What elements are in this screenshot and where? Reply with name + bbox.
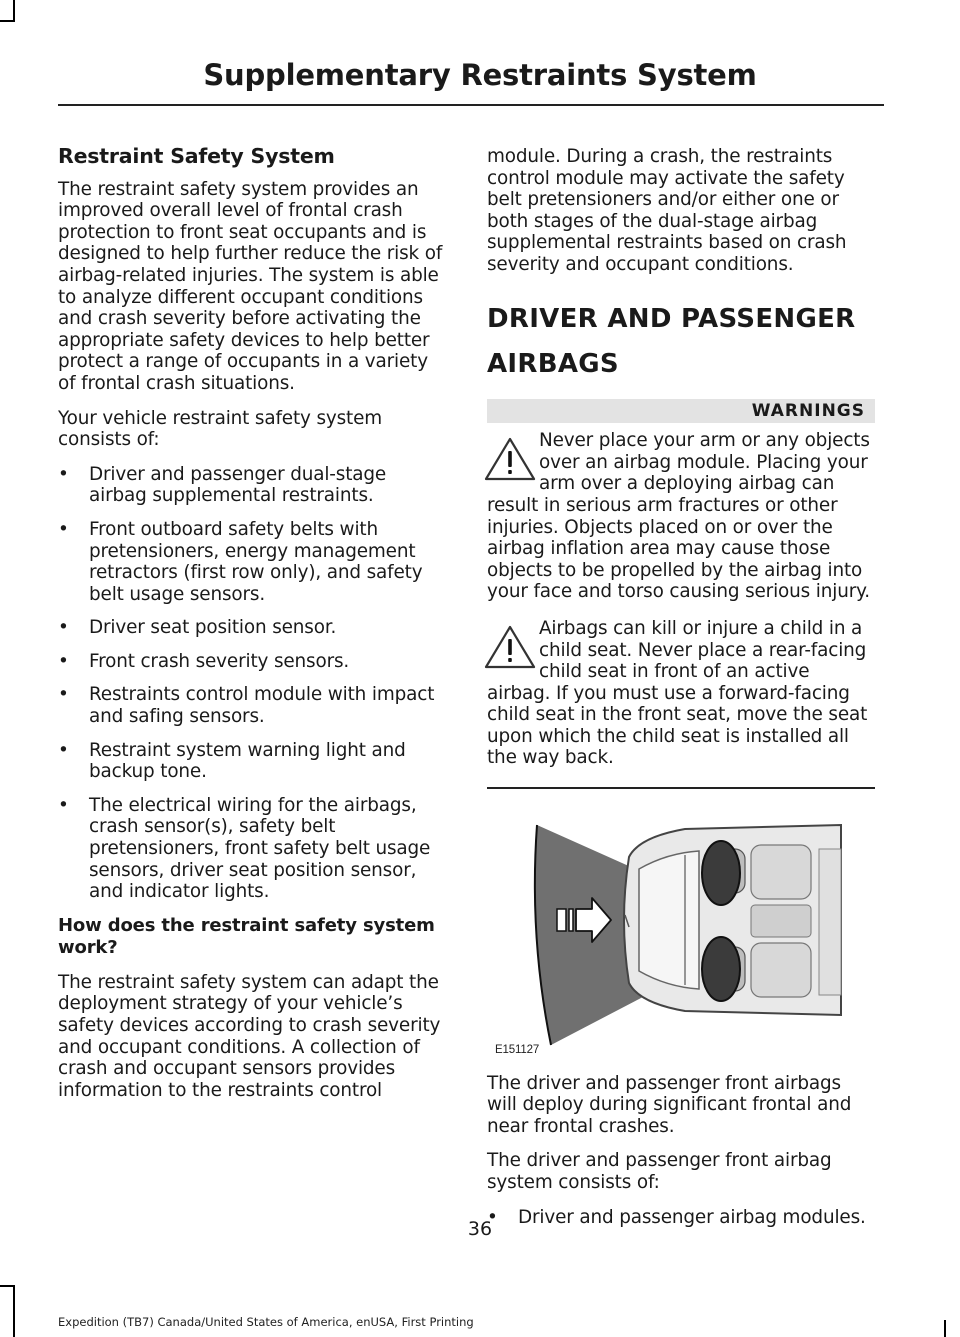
bullet-icon: • xyxy=(58,794,69,816)
figure-code: E151127 xyxy=(495,1043,540,1056)
bullet-icon: • xyxy=(487,1206,498,1228)
crop-mark xyxy=(13,0,15,22)
warnings-label: WARNINGS xyxy=(487,399,875,424)
warning-text: Airbags can kill or injure a child in a child seat. Never place a rear-facing child seat in front of an active airbag. If you must use a forward-facing child seat in the front seat, move the seat upon which the child seat is installed all the way back. xyxy=(487,617,868,769)
warning-triangle-icon xyxy=(483,436,537,482)
bullet-icon: • xyxy=(58,463,69,485)
list-item xyxy=(58,464,446,507)
page-header: Supplementary Restraints System xyxy=(203,58,757,92)
deploy-paragraph: The driver and passenger front airbags will deploy during significant frontal and near frontal crashes. xyxy=(487,1072,852,1137)
footer-text: Expedition (TB7) Canada/United States of America, enUSA, First Printing xyxy=(58,1315,474,1329)
airbag-deployment-illustration xyxy=(489,797,879,1059)
list-item-text: Driver and passenger dual-stage airbag supplemental restraints. xyxy=(89,463,387,507)
component-list xyxy=(58,464,446,903)
how-it-works-heading: How does the restraint safety system work? xyxy=(58,914,435,958)
left-column xyxy=(58,146,446,1114)
how-it-works-paragraph: The restraint safety system can adapt the deployment strategy of your vehicle’s safety devices according to crash severity and occupant conditions. A collection of crash and occupant sensors provides information to the restraints control xyxy=(58,971,441,1101)
list-item xyxy=(58,617,446,639)
warning-block xyxy=(487,618,875,769)
bullet-icon: • xyxy=(58,650,69,672)
bullet-icon: • xyxy=(58,684,69,706)
crop-mark xyxy=(0,1285,14,1287)
right-column xyxy=(487,146,875,1240)
chapter-title-line: AIRBAGS xyxy=(487,348,619,379)
divider xyxy=(487,787,875,789)
section-title: Restraint Safety System xyxy=(58,144,335,168)
warning-text: Never place your arm or any objects over an airbag module. Placing your arm over a deploying airbag can result in serious arm fractures or other injuries. Objects placed on or over the airbag inflation area may cause those objects to be propelled by the airbag into your face and torso causing serious injury. xyxy=(487,430,870,603)
list-item xyxy=(58,740,446,783)
chapter-title-line: DRIVER AND PASSENGER xyxy=(487,303,856,334)
list-item-text: Driver and passenger airbag modules. xyxy=(518,1206,866,1228)
crop-mark xyxy=(944,1320,946,1337)
list-item-text: Front outboard safety belts with pretensioners, energy management retractors (first row only), and safety belt usage sensors. xyxy=(89,518,423,605)
continued-paragraph: module. During a crash, the restraints control module may activate the safety belt pretensioners and/or either one or both stages of the dual-stage airbag supplemental restraints based on crash severity and occupant conditions. xyxy=(487,146,847,275)
bullet-icon: • xyxy=(58,739,69,761)
system-consists-paragraph: The driver and passenger front airbag system consists of: xyxy=(487,1150,832,1193)
list-item-text: Driver seat position sensor. xyxy=(89,617,337,639)
header-rule xyxy=(58,104,884,106)
intro-paragraph: The restraint safety system provides an improved overall level of frontal crash protection to front seat occupants and is designed to help further reduce the risk of airbag-related injuries. The system is able to analyze different occupant conditions and crash severity before activating the appropriate safety devices to help better protect a range of occupants in a variety of frontal crash situations. xyxy=(58,178,443,394)
bullet-icon: • xyxy=(58,617,69,639)
crop-mark xyxy=(0,20,14,22)
list-item-text: Restraint system warning light and backup tone. xyxy=(89,739,406,783)
consists-paragraph: Your vehicle restraint safety system consists of: xyxy=(58,407,383,451)
bullet-icon: • xyxy=(58,518,69,540)
airbag-icon xyxy=(702,937,740,1001)
list-item-text: Restraints control module with impact and safing sensors. xyxy=(89,684,435,728)
list-item-text: Front crash severity sensors. xyxy=(89,650,350,672)
page-number: 36 xyxy=(467,1218,493,1240)
list-item xyxy=(58,519,446,605)
list-item-text: The electrical wiring for the airbags, crash sensor(s), safety belt pretensioners, front safety belt usage sensors, driver seat position sensor, and indicator lights. xyxy=(89,794,431,903)
chapter-title xyxy=(487,302,875,381)
list-item xyxy=(58,684,446,727)
warning-block xyxy=(487,430,875,603)
warning-triangle-icon xyxy=(483,624,537,670)
list-item xyxy=(58,795,446,903)
crop-mark xyxy=(13,1285,15,1337)
airbag-icon xyxy=(702,841,740,905)
list-item xyxy=(58,651,446,673)
